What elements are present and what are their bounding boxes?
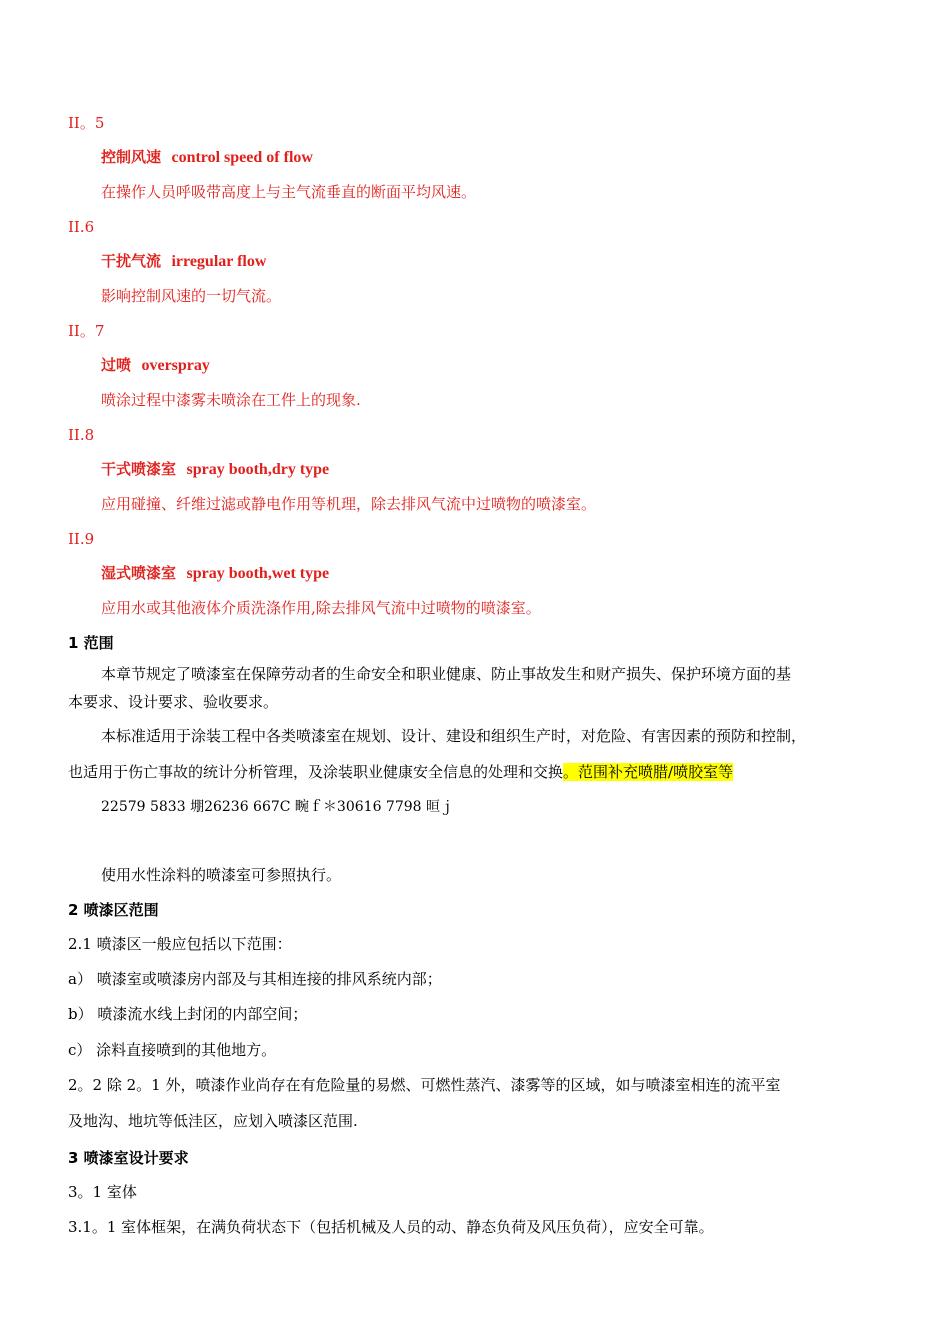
list-item: c） 涂料直接喷到的其他地方。 bbox=[68, 1041, 277, 1059]
term-title-zh: 湿式喷漆室 bbox=[101, 564, 177, 582]
term-title-zh: 干式喷漆室 bbox=[101, 460, 177, 478]
term-title-en: control speed of flow bbox=[171, 149, 313, 166]
term-title-en: spray booth,wet type bbox=[186, 565, 330, 582]
term-title bbox=[101, 355, 210, 376]
paragraph-line bbox=[68, 762, 733, 782]
term-number: II。5 bbox=[68, 114, 105, 132]
term-number: II.8 bbox=[68, 426, 95, 444]
highlighted-note: 。范围补充喷腊/喷胶室等 bbox=[563, 763, 734, 781]
section-heading: 3 喷漆室设计要求 bbox=[68, 1149, 189, 1167]
paragraph-text: 也适用于伤亡事故的统计分析管理，及涂装职业健康安全信息的处理和交换 bbox=[68, 763, 564, 781]
paragraph-line: 本要求、设计要求、验收要求。 bbox=[68, 693, 279, 711]
garbled-text: 22579 5833 堋26236 667C 畹ｆ＊30616 7798 晅ｊ bbox=[101, 799, 455, 815]
term-title-zh: 过喷 bbox=[101, 356, 132, 374]
term-title bbox=[101, 563, 329, 584]
term-number: II。7 bbox=[68, 322, 105, 340]
paragraph-line: 2。2 除 2。1 外，喷漆作业尚存在有危险量的易燃、可燃性蒸汽、漆雾等的区域，如与喷漆室相连的流平室 bbox=[68, 1076, 781, 1094]
clause: 2.1 喷漆区一般应包括以下范围： bbox=[68, 935, 292, 953]
list-item: b） 喷漆流水线上封闭的内部空间； bbox=[68, 1005, 308, 1023]
subsection-heading: 3。1 室体 bbox=[68, 1183, 137, 1201]
term-title bbox=[101, 459, 329, 480]
term-title-en: overspray bbox=[141, 357, 210, 374]
paragraph-line: 使用水性涂料的喷漆室可参照执行。 bbox=[101, 866, 342, 884]
clause: 3.1。1 室体框架，在满负荷状态下（包括机械及人员的动、静态负荷及风压负荷），应安全可靠。 bbox=[68, 1218, 714, 1236]
term-title-zh: 干扰气流 bbox=[101, 252, 162, 270]
term-definition: 在操作人员呼吸带高度上与主气流垂直的断面平均风速。 bbox=[101, 183, 477, 201]
term-definition: 应用碰撞、纤维过滤或静电作用等机理，除去排风气流中过喷物的喷漆室。 bbox=[101, 495, 597, 513]
paragraph-line: 本标准适用于涂装工程中各类喷漆室在规划、设计、建设和组织生产时，对危险、有害因素的预防和控制， bbox=[101, 727, 807, 745]
term-number: II.6 bbox=[68, 218, 95, 236]
paragraph-line: 本章节规定了喷漆室在保障劳动者的生命安全和职业健康、防止事故发生和财产损失、保护环境方面的基 bbox=[101, 665, 792, 683]
section-heading: 2 喷漆区范围 bbox=[68, 901, 159, 919]
term-title-zh: 控制风速 bbox=[101, 148, 162, 166]
term-definition: 应用水或其他液体介质洗涤作用,除去排风气流中过喷物的喷漆室。 bbox=[101, 599, 541, 617]
term-definition: 影响控制风速的一切气流。 bbox=[101, 287, 282, 305]
term-title-en: spray booth,dry type bbox=[186, 461, 330, 478]
paragraph-line: 及地沟、地坑等低洼区，应划入喷漆区范围. bbox=[68, 1112, 358, 1130]
list-item: a） 喷漆室或喷漆房内部及与其相连接的排风系统内部； bbox=[68, 970, 442, 988]
term-title-en: irregular flow bbox=[171, 253, 267, 270]
term-title bbox=[101, 147, 313, 168]
term-definition: 喷涂过程中漆雾未喷涂在工件上的现象. bbox=[101, 391, 361, 409]
term-title bbox=[101, 251, 266, 272]
section-heading: 1 范围 bbox=[68, 634, 114, 652]
term-number: II.9 bbox=[68, 530, 95, 548]
